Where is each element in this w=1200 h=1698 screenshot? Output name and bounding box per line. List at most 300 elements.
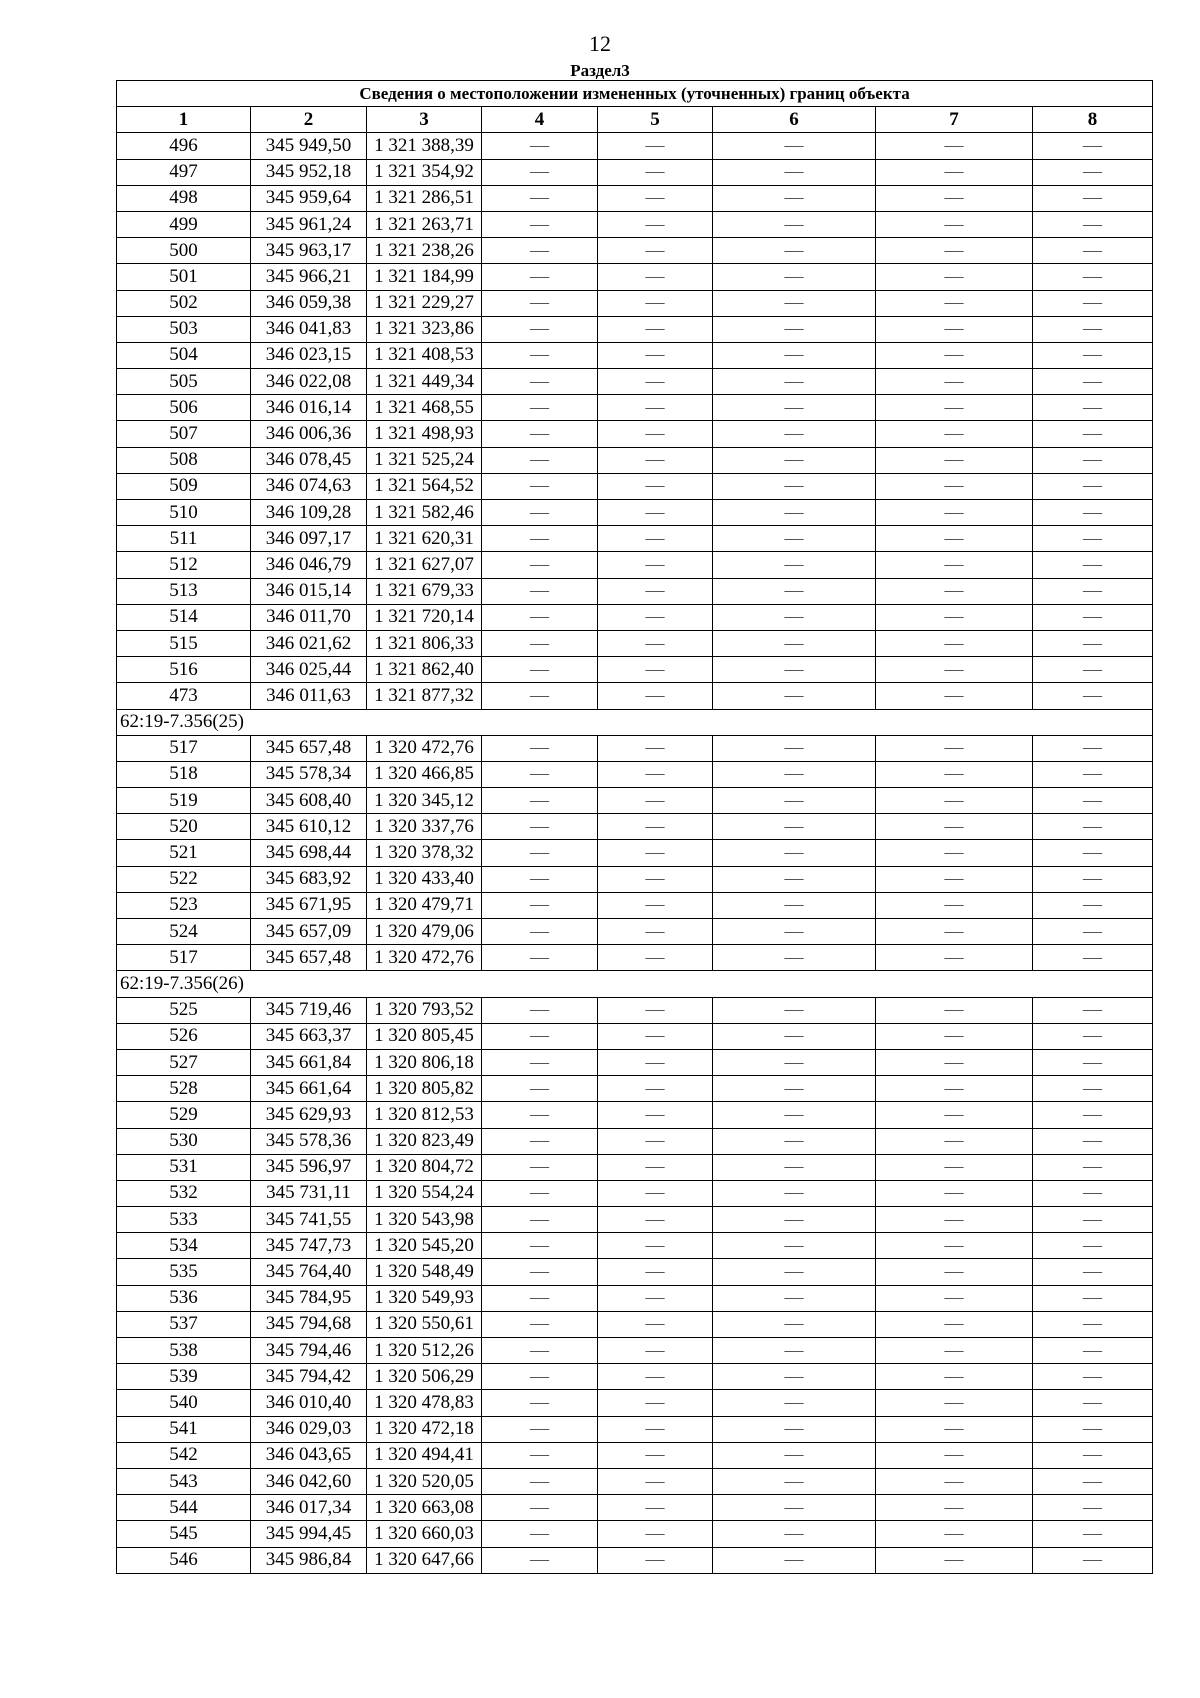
empty-dash-cell: — <box>1033 421 1153 447</box>
table-row <box>117 840 1153 866</box>
point-number-cell: 520 <box>117 814 251 840</box>
table-row <box>117 133 1153 159</box>
table-row <box>117 892 1153 918</box>
empty-dash-cell: — <box>876 342 1033 368</box>
table-row <box>117 369 1153 395</box>
empty-dash-cell: — <box>482 264 598 290</box>
empty-dash-cell: — <box>598 1180 713 1206</box>
y-coordinate-cell: 1 320 805,82 <box>367 1076 482 1102</box>
x-coordinate-cell: 345 961,24 <box>251 211 367 237</box>
empty-dash-cell: — <box>1033 997 1153 1023</box>
empty-dash-cell: — <box>1033 133 1153 159</box>
table-row <box>117 1023 1153 1049</box>
empty-dash-cell: — <box>876 866 1033 892</box>
empty-dash-cell: — <box>713 133 876 159</box>
empty-dash-cell: — <box>598 500 713 526</box>
x-coordinate-cell: 346 078,45 <box>251 447 367 473</box>
empty-dash-cell: — <box>598 997 713 1023</box>
point-number-cell: 497 <box>117 159 251 185</box>
y-coordinate-cell: 1 320 472,76 <box>367 945 482 971</box>
point-number-cell: 496 <box>117 133 251 159</box>
empty-dash-cell: — <box>482 761 598 787</box>
point-number-cell: 507 <box>117 421 251 447</box>
empty-dash-cell: — <box>713 866 876 892</box>
y-coordinate-cell: 1 320 506,29 <box>367 1364 482 1390</box>
empty-dash-cell: — <box>482 1049 598 1075</box>
y-coordinate-cell: 1 320 804,72 <box>367 1154 482 1180</box>
y-coordinate-cell: 1 321 564,52 <box>367 473 482 499</box>
empty-dash-cell: — <box>482 1338 598 1364</box>
empty-dash-cell: — <box>876 683 1033 709</box>
table-row <box>117 1259 1153 1285</box>
empty-dash-cell: — <box>598 945 713 971</box>
y-coordinate-cell: 1 321 408,53 <box>367 342 482 368</box>
empty-dash-cell: — <box>1033 264 1153 290</box>
group-label: 62:19-7.356(26) <box>117 971 1153 997</box>
x-coordinate-cell: 345 747,73 <box>251 1233 367 1259</box>
x-coordinate-cell: 346 022,08 <box>251 369 367 395</box>
table-caption: Сведения о местоположении измененных (уточненных) границ объекта <box>117 81 1153 107</box>
empty-dash-cell: — <box>598 1468 713 1494</box>
y-coordinate-cell: 1 320 466,85 <box>367 761 482 787</box>
empty-dash-cell: — <box>598 814 713 840</box>
y-coordinate-cell: 1 320 550,61 <box>367 1311 482 1337</box>
empty-dash-cell: — <box>713 1180 876 1206</box>
empty-dash-cell: — <box>482 1442 598 1468</box>
point-number-cell: 523 <box>117 892 251 918</box>
table-row <box>117 1285 1153 1311</box>
empty-dash-cell: — <box>1033 1154 1153 1180</box>
empty-dash-cell: — <box>876 1285 1033 1311</box>
empty-dash-cell: — <box>713 447 876 473</box>
empty-dash-cell: — <box>482 866 598 892</box>
x-coordinate-cell: 345 966,21 <box>251 264 367 290</box>
empty-dash-cell: — <box>876 316 1033 342</box>
empty-dash-cell: — <box>598 1390 713 1416</box>
empty-dash-cell: — <box>598 421 713 447</box>
y-coordinate-cell: 1 321 862,40 <box>367 657 482 683</box>
table-row <box>117 1390 1153 1416</box>
point-number-cell: 502 <box>117 290 251 316</box>
x-coordinate-cell: 346 074,63 <box>251 473 367 499</box>
point-number-cell: 504 <box>117 342 251 368</box>
point-number-cell: 521 <box>117 840 251 866</box>
empty-dash-cell: — <box>598 133 713 159</box>
empty-dash-cell: — <box>482 604 598 630</box>
page-number: 12 <box>589 31 611 56</box>
empty-dash-cell: — <box>713 421 876 447</box>
empty-dash-cell: — <box>1033 1364 1153 1390</box>
empty-dash-cell: — <box>876 1390 1033 1416</box>
point-number-cell: 543 <box>117 1468 251 1494</box>
empty-dash-cell: — <box>1033 1049 1153 1075</box>
x-coordinate-cell: 345 663,37 <box>251 1023 367 1049</box>
empty-dash-cell: — <box>713 1390 876 1416</box>
empty-dash-cell: — <box>598 552 713 578</box>
empty-dash-cell: — <box>482 473 598 499</box>
column-header: 6 <box>713 107 876 133</box>
empty-dash-cell: — <box>598 1102 713 1128</box>
empty-dash-cell: — <box>876 1311 1033 1337</box>
column-header: 5 <box>598 107 713 133</box>
empty-dash-cell: — <box>598 1154 713 1180</box>
empty-dash-cell: — <box>713 1547 876 1573</box>
empty-dash-cell: — <box>713 552 876 578</box>
empty-dash-cell: — <box>1033 1495 1153 1521</box>
empty-dash-cell: — <box>1033 866 1153 892</box>
empty-dash-cell: — <box>713 342 876 368</box>
empty-dash-cell: — <box>1033 1311 1153 1337</box>
empty-dash-cell: — <box>713 185 876 211</box>
y-coordinate-cell: 1 320 647,66 <box>367 1547 482 1573</box>
y-coordinate-cell: 1 320 793,52 <box>367 997 482 1023</box>
point-number-cell: 531 <box>117 1154 251 1180</box>
empty-dash-cell: — <box>713 211 876 237</box>
table-row <box>117 1102 1153 1128</box>
y-coordinate-cell: 1 321 679,33 <box>367 578 482 604</box>
empty-dash-cell: — <box>482 395 598 421</box>
x-coordinate-cell: 346 015,14 <box>251 578 367 604</box>
empty-dash-cell: — <box>713 1207 876 1233</box>
empty-dash-cell: — <box>713 919 876 945</box>
empty-dash-cell: — <box>876 447 1033 473</box>
x-coordinate-cell: 345 764,40 <box>251 1259 367 1285</box>
empty-dash-cell: — <box>713 1233 876 1259</box>
empty-dash-cell: — <box>598 1049 713 1075</box>
table-row <box>117 1207 1153 1233</box>
point-number-cell: 501 <box>117 264 251 290</box>
table-row <box>117 997 1153 1023</box>
x-coordinate-cell: 346 042,60 <box>251 1468 367 1494</box>
empty-dash-cell: — <box>1033 1285 1153 1311</box>
empty-dash-cell: — <box>598 1128 713 1154</box>
y-coordinate-cell: 1 320 345,12 <box>367 788 482 814</box>
empty-dash-cell: — <box>1033 473 1153 499</box>
y-coordinate-cell: 1 321 286,51 <box>367 185 482 211</box>
x-coordinate-cell: 345 657,09 <box>251 919 367 945</box>
table-row <box>117 788 1153 814</box>
table-row <box>117 1233 1153 1259</box>
empty-dash-cell: — <box>598 342 713 368</box>
column-header: 1 <box>117 107 251 133</box>
empty-dash-cell: — <box>482 945 598 971</box>
point-number-cell: 511 <box>117 526 251 552</box>
empty-dash-cell: — <box>713 1259 876 1285</box>
empty-dash-cell: — <box>482 1259 598 1285</box>
x-coordinate-cell: 345 698,44 <box>251 840 367 866</box>
point-number-cell: 513 <box>117 578 251 604</box>
empty-dash-cell: — <box>598 1076 713 1102</box>
x-coordinate-cell: 346 041,83 <box>251 316 367 342</box>
x-coordinate-cell: 345 959,64 <box>251 185 367 211</box>
table-row <box>117 500 1153 526</box>
empty-dash-cell: — <box>598 211 713 237</box>
empty-dash-cell: — <box>1033 919 1153 945</box>
empty-dash-cell: — <box>876 1364 1033 1390</box>
empty-dash-cell: — <box>482 1180 598 1206</box>
y-coordinate-cell: 1 321 263,71 <box>367 211 482 237</box>
empty-dash-cell: — <box>482 1102 598 1128</box>
table-row <box>117 1495 1153 1521</box>
point-number-cell: 500 <box>117 238 251 264</box>
x-coordinate-cell: 345 657,48 <box>251 735 367 761</box>
empty-dash-cell: — <box>1033 735 1153 761</box>
table-row <box>117 1338 1153 1364</box>
empty-dash-cell: — <box>713 683 876 709</box>
y-coordinate-cell: 1 320 660,03 <box>367 1521 482 1547</box>
empty-dash-cell: — <box>598 1233 713 1259</box>
table-row <box>117 447 1153 473</box>
empty-dash-cell: — <box>482 578 598 604</box>
point-number-cell: 538 <box>117 1338 251 1364</box>
x-coordinate-cell: 345 794,46 <box>251 1338 367 1364</box>
empty-dash-cell: — <box>713 1495 876 1521</box>
x-coordinate-cell: 346 097,17 <box>251 526 367 552</box>
empty-dash-cell: — <box>1033 630 1153 656</box>
table-body <box>117 133 1153 1573</box>
y-coordinate-cell: 1 320 520,05 <box>367 1468 482 1494</box>
empty-dash-cell: — <box>482 1128 598 1154</box>
table-row <box>117 630 1153 656</box>
empty-dash-cell: — <box>713 1311 876 1337</box>
empty-dash-cell: — <box>713 840 876 866</box>
empty-dash-cell: — <box>482 814 598 840</box>
table-row <box>117 866 1153 892</box>
point-number-cell: 542 <box>117 1442 251 1468</box>
x-coordinate-cell: 346 025,44 <box>251 657 367 683</box>
empty-dash-cell: — <box>713 1416 876 1442</box>
empty-dash-cell: — <box>876 578 1033 604</box>
empty-dash-cell: — <box>482 1495 598 1521</box>
empty-dash-cell: — <box>1033 500 1153 526</box>
empty-dash-cell: — <box>876 1233 1033 1259</box>
empty-dash-cell: — <box>598 1311 713 1337</box>
point-number-cell: 503 <box>117 316 251 342</box>
empty-dash-cell: — <box>482 919 598 945</box>
table-row <box>117 683 1153 709</box>
empty-dash-cell: — <box>876 159 1033 185</box>
table-row <box>117 395 1153 421</box>
empty-dash-cell: — <box>876 604 1033 630</box>
point-number-cell: 519 <box>117 788 251 814</box>
table-row <box>117 1416 1153 1442</box>
empty-dash-cell: — <box>482 657 598 683</box>
group-header-row <box>117 709 1153 735</box>
point-number-cell: 526 <box>117 1023 251 1049</box>
point-number-cell: 518 <box>117 761 251 787</box>
empty-dash-cell: — <box>876 761 1033 787</box>
column-header-row <box>117 107 1153 133</box>
empty-dash-cell: — <box>876 1207 1033 1233</box>
x-coordinate-cell: 345 986,84 <box>251 1547 367 1573</box>
point-number-cell: 508 <box>117 447 251 473</box>
empty-dash-cell: — <box>1033 1023 1153 1049</box>
empty-dash-cell: — <box>1033 683 1153 709</box>
empty-dash-cell: — <box>1033 1390 1153 1416</box>
x-coordinate-cell: 345 784,95 <box>251 1285 367 1311</box>
table-row <box>117 316 1153 342</box>
empty-dash-cell: — <box>482 552 598 578</box>
y-coordinate-cell: 1 320 479,06 <box>367 919 482 945</box>
empty-dash-cell: — <box>1033 604 1153 630</box>
empty-dash-cell: — <box>1033 447 1153 473</box>
x-coordinate-cell: 345 657,48 <box>251 945 367 971</box>
empty-dash-cell: — <box>598 578 713 604</box>
point-number-cell: 528 <box>117 1076 251 1102</box>
y-coordinate-cell: 1 320 472,18 <box>367 1416 482 1442</box>
coordinates-table <box>116 80 1153 1574</box>
empty-dash-cell: — <box>598 369 713 395</box>
empty-dash-cell: — <box>598 788 713 814</box>
point-number-cell: 498 <box>117 185 251 211</box>
y-coordinate-cell: 1 321 354,92 <box>367 159 482 185</box>
empty-dash-cell: — <box>713 788 876 814</box>
empty-dash-cell: — <box>876 1076 1033 1102</box>
y-coordinate-cell: 1 320 554,24 <box>367 1180 482 1206</box>
empty-dash-cell: — <box>876 1259 1033 1285</box>
empty-dash-cell: — <box>598 185 713 211</box>
y-coordinate-cell: 1 321 806,33 <box>367 630 482 656</box>
point-number-cell: 529 <box>117 1102 251 1128</box>
point-number-cell: 506 <box>117 395 251 421</box>
empty-dash-cell: — <box>1033 395 1153 421</box>
y-coordinate-cell: 1 320 548,49 <box>367 1259 482 1285</box>
point-number-cell: 533 <box>117 1207 251 1233</box>
empty-dash-cell: — <box>598 473 713 499</box>
x-coordinate-cell: 346 029,03 <box>251 1416 367 1442</box>
empty-dash-cell: — <box>1033 788 1153 814</box>
empty-dash-cell: — <box>482 1390 598 1416</box>
point-number-cell: 536 <box>117 1285 251 1311</box>
empty-dash-cell: — <box>482 316 598 342</box>
empty-dash-cell: — <box>482 1233 598 1259</box>
empty-dash-cell: — <box>482 159 598 185</box>
y-coordinate-cell: 1 321 582,46 <box>367 500 482 526</box>
table-row <box>117 290 1153 316</box>
x-coordinate-cell: 345 661,64 <box>251 1076 367 1102</box>
table-row <box>117 238 1153 264</box>
x-coordinate-cell: 345 731,11 <box>251 1180 367 1206</box>
empty-dash-cell: — <box>482 421 598 447</box>
point-number-cell: 516 <box>117 657 251 683</box>
point-number-cell: 499 <box>117 211 251 237</box>
point-number-cell: 546 <box>117 1547 251 1573</box>
column-header: 4 <box>482 107 598 133</box>
y-coordinate-cell: 1 321 525,24 <box>367 447 482 473</box>
point-number-cell: 539 <box>117 1364 251 1390</box>
x-coordinate-cell: 345 661,84 <box>251 1049 367 1075</box>
empty-dash-cell: — <box>598 866 713 892</box>
x-coordinate-cell: 346 059,38 <box>251 290 367 316</box>
empty-dash-cell: — <box>482 447 598 473</box>
empty-dash-cell: — <box>598 526 713 552</box>
x-coordinate-cell: 345 596,97 <box>251 1154 367 1180</box>
empty-dash-cell: — <box>598 238 713 264</box>
empty-dash-cell: — <box>876 473 1033 499</box>
point-number-cell: 514 <box>117 604 251 630</box>
empty-dash-cell: — <box>1033 185 1153 211</box>
empty-dash-cell: — <box>482 840 598 866</box>
table-row <box>117 185 1153 211</box>
empty-dash-cell: — <box>598 395 713 421</box>
x-coordinate-cell: 345 629,93 <box>251 1102 367 1128</box>
table-row <box>117 578 1153 604</box>
y-coordinate-cell: 1 321 184,99 <box>367 264 482 290</box>
empty-dash-cell: — <box>876 814 1033 840</box>
x-coordinate-cell: 345 794,68 <box>251 1311 367 1337</box>
y-coordinate-cell: 1 321 620,31 <box>367 526 482 552</box>
point-number-cell: 530 <box>117 1128 251 1154</box>
x-coordinate-cell: 346 016,14 <box>251 395 367 421</box>
empty-dash-cell: — <box>482 211 598 237</box>
empty-dash-cell: — <box>876 421 1033 447</box>
empty-dash-cell: — <box>598 919 713 945</box>
empty-dash-cell: — <box>482 1547 598 1573</box>
empty-dash-cell: — <box>482 1285 598 1311</box>
empty-dash-cell: — <box>482 1468 598 1494</box>
empty-dash-cell: — <box>713 1049 876 1075</box>
empty-dash-cell: — <box>482 1207 598 1233</box>
empty-dash-cell: — <box>713 814 876 840</box>
empty-dash-cell: — <box>598 1023 713 1049</box>
empty-dash-cell: — <box>876 1495 1033 1521</box>
empty-dash-cell: — <box>713 578 876 604</box>
empty-dash-cell: — <box>876 500 1033 526</box>
empty-dash-cell: — <box>482 788 598 814</box>
x-coordinate-cell: 346 109,28 <box>251 500 367 526</box>
empty-dash-cell: — <box>1033 840 1153 866</box>
empty-dash-cell: — <box>1033 1233 1153 1259</box>
table-row <box>117 814 1153 840</box>
empty-dash-cell: — <box>876 735 1033 761</box>
empty-dash-cell: — <box>876 1102 1033 1128</box>
empty-dash-cell: — <box>1033 1102 1153 1128</box>
y-coordinate-cell: 1 320 337,76 <box>367 814 482 840</box>
empty-dash-cell: — <box>713 892 876 918</box>
empty-dash-cell: — <box>482 630 598 656</box>
empty-dash-cell: — <box>876 1154 1033 1180</box>
x-coordinate-cell: 346 006,36 <box>251 421 367 447</box>
point-number-cell: 505 <box>117 369 251 395</box>
y-coordinate-cell: 1 321 238,26 <box>367 238 482 264</box>
empty-dash-cell: — <box>1033 526 1153 552</box>
table-row <box>117 1154 1153 1180</box>
table-row <box>117 526 1153 552</box>
column-header: 8 <box>1033 107 1153 133</box>
empty-dash-cell: — <box>1033 1547 1153 1573</box>
x-coordinate-cell: 346 011,70 <box>251 604 367 630</box>
y-coordinate-cell: 1 320 512,26 <box>367 1338 482 1364</box>
empty-dash-cell: — <box>598 159 713 185</box>
empty-dash-cell: — <box>1033 1338 1153 1364</box>
group-header-row <box>117 971 1153 997</box>
empty-dash-cell: — <box>713 369 876 395</box>
table-row <box>117 421 1153 447</box>
x-coordinate-cell: 346 010,40 <box>251 1390 367 1416</box>
empty-dash-cell: — <box>1033 290 1153 316</box>
empty-dash-cell: — <box>598 447 713 473</box>
empty-dash-cell: — <box>1033 892 1153 918</box>
empty-dash-cell: — <box>713 264 876 290</box>
y-coordinate-cell: 1 320 378,32 <box>367 840 482 866</box>
empty-dash-cell: — <box>876 264 1033 290</box>
section-label: Раздел3 <box>570 61 630 80</box>
empty-dash-cell: — <box>482 526 598 552</box>
empty-dash-cell: — <box>598 1547 713 1573</box>
empty-dash-cell: — <box>713 604 876 630</box>
x-coordinate-cell: 345 994,45 <box>251 1521 367 1547</box>
empty-dash-cell: — <box>713 1468 876 1494</box>
